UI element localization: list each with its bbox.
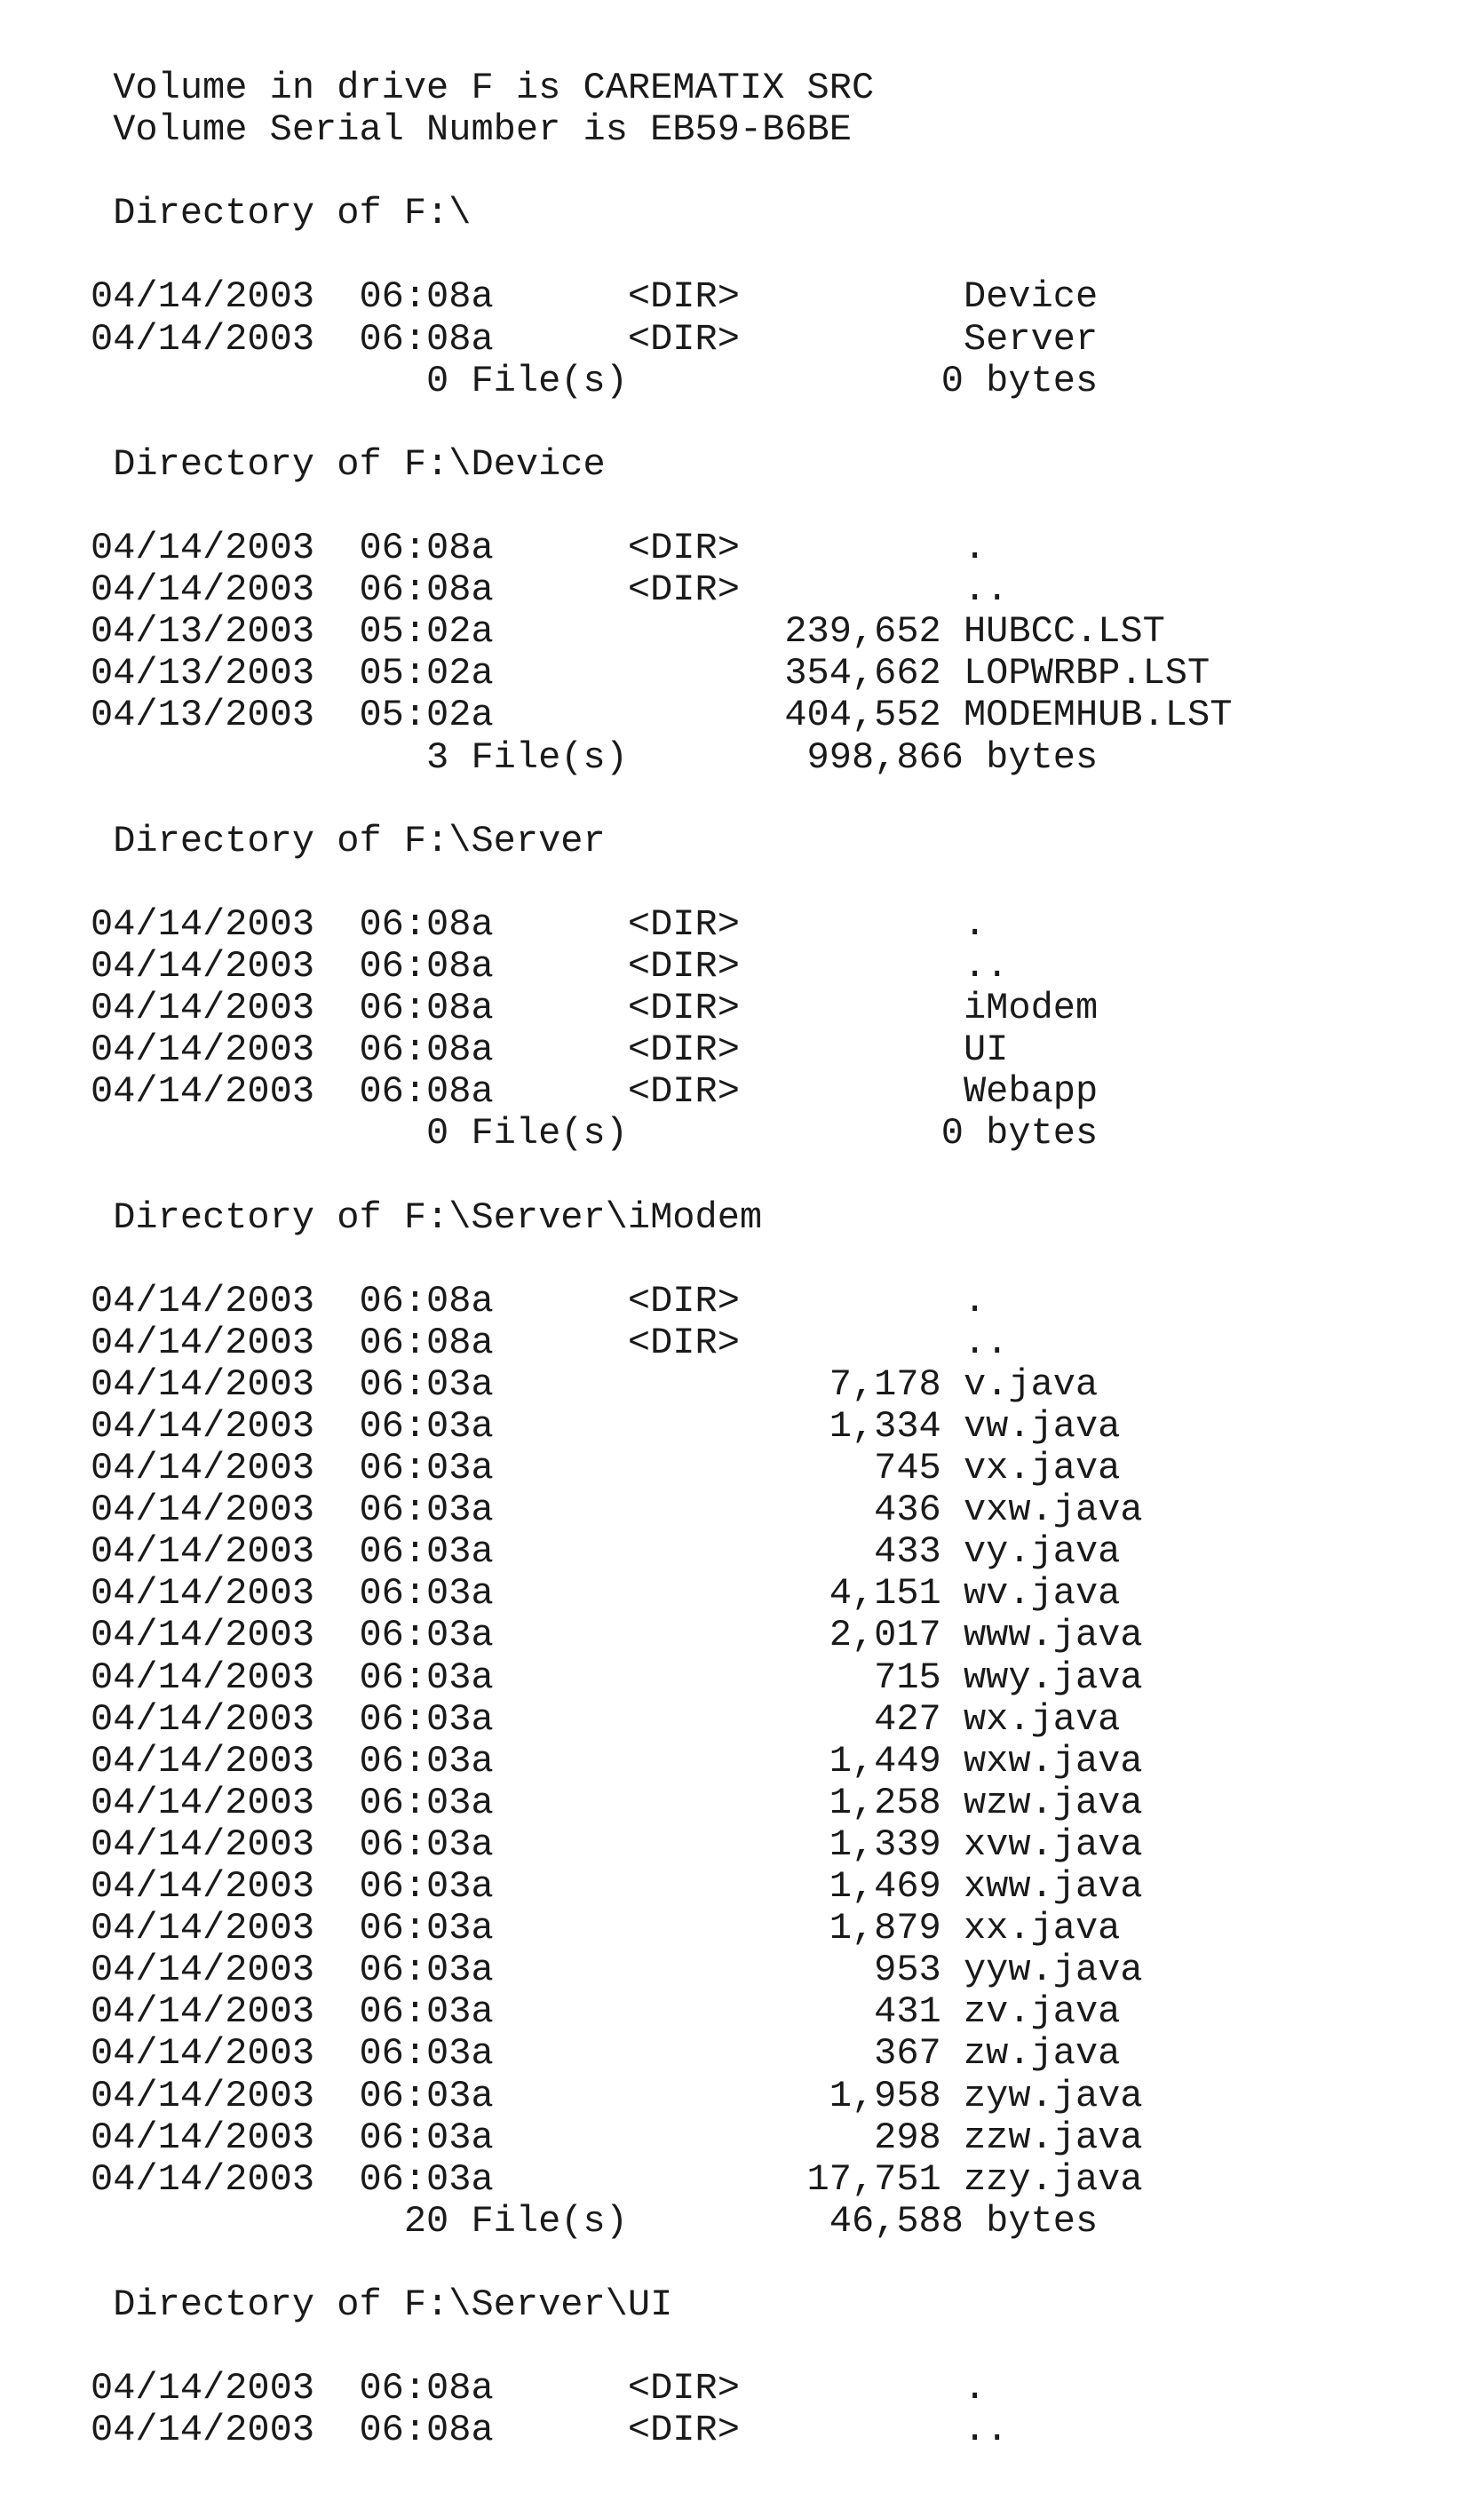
dir-marker: <DIR> — [628, 276, 740, 318]
directory-summary — [91, 2201, 1334, 2243]
entry-name: vxw.java — [964, 1489, 1143, 1531]
entry-time: 06:03a — [359, 1531, 493, 1573]
entry-name: . — [964, 1281, 986, 1322]
entry-date: 04/14/2003 — [91, 946, 314, 988]
total-bytes: 998,866 — [807, 737, 964, 779]
entry-time: 06:08a — [359, 1281, 493, 1322]
file-entry — [91, 1783, 1334, 1824]
file-entry — [91, 1615, 1334, 1656]
file-entry — [91, 2117, 1334, 2159]
entry-time: 06:03a — [359, 1448, 493, 1489]
blank-line — [91, 486, 1334, 528]
bytes-label: bytes — [986, 737, 1098, 779]
dir-marker: <DIR> — [628, 904, 740, 946]
file-entry — [91, 1071, 1334, 1113]
file-entry — [91, 1489, 1334, 1531]
file-entry — [91, 319, 1334, 361]
file-size: 7,178 — [829, 1364, 941, 1406]
directory-title: Directory of F:\Server\iModem — [113, 1197, 762, 1239]
file-entry — [91, 1866, 1334, 1908]
file-entry — [91, 276, 1334, 318]
entry-date: 04/14/2003 — [91, 1071, 314, 1113]
entry-name: zyw.java — [964, 2076, 1143, 2117]
entry-time: 05:02a — [359, 653, 493, 695]
file-size: 745 — [874, 1448, 941, 1489]
file-entry — [91, 2159, 1334, 2201]
bytes-label: bytes — [986, 361, 1098, 402]
dir-marker: <DIR> — [628, 1071, 740, 1113]
dir-marker: <DIR> — [628, 1029, 740, 1071]
file-count-label: File(s) — [471, 737, 627, 779]
entry-date: 04/14/2003 — [91, 528, 314, 569]
entry-date: 04/14/2003 — [91, 2410, 314, 2451]
entry-name: vw.java — [964, 1406, 1120, 1448]
entry-name: xx.java — [964, 1908, 1120, 1949]
directory-title: Directory of F:\Server\UI — [113, 2284, 672, 2326]
volume-serial: Volume Serial Number is EB59-B6BE — [113, 109, 852, 151]
entry-time: 06:03a — [359, 2076, 493, 2117]
file-count: 20 — [404, 2201, 448, 2243]
entry-time: 06:03a — [359, 1489, 493, 1531]
volume-label-line — [91, 67, 1334, 109]
entry-date: 04/14/2003 — [91, 1406, 314, 1448]
entry-time: 06:03a — [359, 1949, 493, 1991]
entry-time: 06:08a — [359, 904, 493, 946]
entry-date: 04/14/2003 — [91, 2076, 314, 2117]
file-entry — [91, 1657, 1334, 1699]
file-entry — [91, 528, 1334, 569]
file-size: 367 — [874, 2033, 941, 2075]
entry-time: 06:08a — [359, 528, 493, 569]
entry-name: LOPWRBP.LST — [964, 653, 1210, 695]
entry-time: 06:08a — [359, 1071, 493, 1113]
entry-name: MODEMHUB.LST — [964, 695, 1232, 736]
file-entry — [91, 1991, 1334, 2033]
entry-time: 06:03a — [359, 1364, 493, 1406]
file-entry — [91, 1741, 1334, 1783]
directory-heading — [91, 193, 1334, 234]
entry-time: 06:08a — [359, 1322, 493, 1364]
directory-heading — [91, 2284, 1334, 2326]
entry-name: zv.java — [964, 1991, 1120, 2033]
entry-name: .. — [964, 569, 1008, 611]
dir-marker: <DIR> — [628, 2368, 740, 2410]
entry-date: 04/14/2003 — [91, 1866, 314, 1908]
entry-time: 06:03a — [359, 1991, 493, 2033]
entry-name: wxw.java — [964, 1741, 1143, 1783]
file-entry — [91, 1281, 1334, 1322]
entry-date: 04/14/2003 — [91, 1615, 314, 1656]
file-size: 715 — [874, 1657, 941, 1699]
dir-marker: <DIR> — [628, 319, 740, 361]
entry-date: 04/14/2003 — [91, 1908, 314, 1949]
blank-line — [91, 1239, 1334, 1281]
file-size: 17,751 — [807, 2159, 941, 2201]
entry-name: iModem — [964, 988, 1098, 1029]
entry-name: Webapp — [964, 1071, 1098, 1113]
file-size: 1,958 — [829, 2076, 941, 2117]
file-entry — [91, 1406, 1334, 1448]
dir-marker: <DIR> — [628, 946, 740, 988]
entry-name: v.java — [964, 1364, 1098, 1406]
entry-time: 06:03a — [359, 1406, 493, 1448]
volume-label: Volume in drive F is CAREMATIX SRC — [113, 67, 874, 109]
entry-time: 06:08a — [359, 319, 493, 361]
file-size: 1,449 — [829, 1741, 941, 1783]
directory-heading — [91, 821, 1334, 862]
file-size: 239,652 — [784, 611, 940, 653]
file-size: 427 — [874, 1699, 941, 1741]
dir-marker: <DIR> — [628, 1322, 740, 1364]
entry-date: 04/14/2003 — [91, 1824, 314, 1866]
entry-name: .. — [964, 2410, 1008, 2451]
blank-line — [91, 151, 1334, 193]
entry-time: 06:03a — [359, 1615, 493, 1656]
entry-date: 04/14/2003 — [91, 1448, 314, 1489]
entry-date: 04/14/2003 — [91, 2159, 314, 2201]
entry-time: 06:08a — [359, 946, 493, 988]
file-count: 3 — [426, 737, 448, 779]
entry-date: 04/14/2003 — [91, 1322, 314, 1364]
total-bytes: 0 — [941, 361, 964, 402]
entry-name: yyw.java — [964, 1949, 1143, 1991]
entry-date: 04/14/2003 — [91, 2033, 314, 2075]
file-size: 436 — [874, 1489, 941, 1531]
entry-time: 06:08a — [359, 2368, 493, 2410]
blank-line — [91, 2326, 1334, 2368]
directory-title: Directory of F:\Server — [113, 821, 606, 862]
entry-date: 04/14/2003 — [91, 1364, 314, 1406]
entry-date: 04/14/2003 — [91, 1573, 314, 1615]
blank-line — [91, 1155, 1334, 1196]
blank-line — [91, 402, 1334, 444]
file-count-label: File(s) — [471, 1113, 627, 1155]
entry-name: wx.java — [964, 1699, 1120, 1741]
file-count-label: File(s) — [471, 2201, 627, 2243]
entry-name: wzw.java — [964, 1783, 1143, 1824]
entry-name: UI — [964, 1029, 1008, 1071]
directory-summary — [91, 1113, 1334, 1155]
file-entry — [91, 1448, 1334, 1489]
entry-time: 06:03a — [359, 1741, 493, 1783]
entry-name: zzw.java — [964, 2117, 1143, 2159]
total-bytes: 46,588 — [829, 2201, 964, 2243]
entry-date: 04/13/2003 — [91, 653, 314, 695]
entry-time: 06:03a — [359, 1908, 493, 1949]
entry-name: Server — [964, 319, 1098, 361]
file-entry — [91, 1908, 1334, 1949]
dir-marker: <DIR> — [628, 988, 740, 1029]
entry-time: 06:03a — [359, 1657, 493, 1699]
file-size: 1,339 — [829, 1824, 941, 1866]
entry-date: 04/14/2003 — [91, 276, 314, 318]
entry-date: 04/14/2003 — [91, 1657, 314, 1699]
file-size: 433 — [874, 1531, 941, 1573]
entry-time: 06:03a — [359, 1573, 493, 1615]
entry-name: . — [964, 904, 986, 946]
file-entry — [91, 2033, 1334, 2075]
entry-name: zzy.java — [964, 2159, 1143, 2201]
directory-title: Directory of F:\ — [113, 193, 471, 234]
entry-time: 06:03a — [359, 2159, 493, 2201]
file-entry — [91, 569, 1334, 611]
entry-date: 04/14/2003 — [91, 988, 314, 1029]
file-entry — [91, 1949, 1334, 1991]
file-entry — [91, 653, 1334, 695]
directory-summary — [91, 737, 1334, 779]
dir-marker: <DIR> — [628, 528, 740, 569]
entry-date: 04/14/2003 — [91, 1991, 314, 2033]
sections — [91, 151, 1334, 2451]
file-entry — [91, 1322, 1334, 1364]
file-entry — [91, 2368, 1334, 2410]
file-size: 354,662 — [784, 653, 940, 695]
file-entry — [91, 611, 1334, 653]
file-size: 1,469 — [829, 1866, 941, 1908]
file-entry — [91, 2076, 1334, 2117]
entry-name: wwy.java — [964, 1657, 1143, 1699]
blank-line — [91, 862, 1334, 904]
entry-time: 06:03a — [359, 2117, 493, 2159]
blank-line — [91, 234, 1334, 276]
entry-date: 04/14/2003 — [91, 1489, 314, 1531]
entry-date: 04/14/2003 — [91, 1699, 314, 1741]
entry-date: 04/14/2003 — [91, 2368, 314, 2410]
serial-number-line — [91, 109, 1334, 151]
file-entry — [91, 695, 1334, 736]
directory-heading — [91, 1197, 1334, 1239]
entry-name: Device — [964, 276, 1098, 318]
file-size: 1,258 — [829, 1783, 941, 1824]
file-size: 2,017 — [829, 1615, 941, 1656]
entry-time: 06:03a — [359, 1866, 493, 1908]
entry-date: 04/14/2003 — [91, 1949, 314, 1991]
entry-time: 06:03a — [359, 1783, 493, 1824]
blank-line — [91, 2243, 1334, 2284]
entry-name: www.java — [964, 1615, 1143, 1656]
file-entry — [91, 1364, 1334, 1406]
bytes-label: bytes — [986, 1113, 1098, 1155]
entry-time: 06:08a — [359, 276, 493, 318]
file-size: 4,151 — [829, 1573, 941, 1615]
file-entry — [91, 2410, 1334, 2451]
entry-name: vy.java — [964, 1531, 1120, 1573]
entry-time: 06:08a — [359, 988, 493, 1029]
dir-marker: <DIR> — [628, 1281, 740, 1322]
entry-time: 06:08a — [359, 1029, 493, 1071]
entry-time: 06:08a — [359, 2410, 493, 2451]
entry-date: 04/14/2003 — [91, 319, 314, 361]
entry-name: . — [964, 528, 986, 569]
file-entry — [91, 1573, 1334, 1615]
directory-heading — [91, 444, 1334, 486]
dir-marker: <DIR> — [628, 569, 740, 611]
entry-name: vx.java — [964, 1448, 1120, 1489]
entry-time: 06:03a — [359, 1699, 493, 1741]
file-size: 298 — [874, 2117, 941, 2159]
total-bytes: 0 — [941, 1113, 964, 1155]
entry-time: 05:02a — [359, 611, 493, 653]
entry-time: 06:03a — [359, 2033, 493, 2075]
entry-name: HUBCC.LST — [964, 611, 1165, 653]
file-entry — [91, 1699, 1334, 1741]
entry-date: 04/13/2003 — [91, 695, 314, 736]
file-size: 404,552 — [784, 695, 940, 736]
file-count-label: File(s) — [471, 361, 627, 402]
entry-name: xvw.java — [964, 1824, 1143, 1866]
entry-date: 04/14/2003 — [91, 1531, 314, 1573]
file-entry — [91, 1531, 1334, 1573]
file-count: 0 — [426, 1113, 448, 1155]
bytes-label: bytes — [986, 2201, 1098, 2243]
entry-date: 04/14/2003 — [91, 2117, 314, 2159]
entry-time: 05:02a — [359, 695, 493, 736]
file-size: 953 — [874, 1949, 941, 1991]
directory-listing — [91, 67, 1334, 2451]
entry-name: .. — [964, 1322, 1008, 1364]
entry-date: 04/14/2003 — [91, 1029, 314, 1071]
entry-name: xww.java — [964, 1866, 1143, 1908]
entry-time: 06:03a — [359, 1824, 493, 1866]
entry-name: zw.java — [964, 2033, 1120, 2075]
file-entry — [91, 988, 1334, 1029]
file-entry — [91, 904, 1334, 946]
entry-date: 04/14/2003 — [91, 1281, 314, 1322]
entry-date: 04/14/2003 — [91, 1783, 314, 1824]
dir-marker: <DIR> — [628, 2410, 740, 2451]
entry-date: 04/14/2003 — [91, 569, 314, 611]
file-size: 1,879 — [829, 1908, 941, 1949]
entry-name: .. — [964, 946, 1008, 988]
entry-time: 06:08a — [359, 569, 493, 611]
entry-date: 04/13/2003 — [91, 611, 314, 653]
entry-name: . — [964, 2368, 986, 2410]
file-size: 1,334 — [829, 1406, 941, 1448]
entry-name: wv.java — [964, 1573, 1120, 1615]
entry-date: 04/14/2003 — [91, 1741, 314, 1783]
file-size: 431 — [874, 1991, 941, 2033]
blank-line — [91, 779, 1334, 821]
file-count: 0 — [426, 361, 448, 402]
file-entry — [91, 946, 1334, 988]
directory-title: Directory of F:\Device — [113, 444, 606, 486]
file-entry — [91, 1824, 1334, 1866]
entry-date: 04/14/2003 — [91, 904, 314, 946]
file-entry — [91, 1029, 1334, 1071]
directory-summary — [91, 361, 1334, 402]
